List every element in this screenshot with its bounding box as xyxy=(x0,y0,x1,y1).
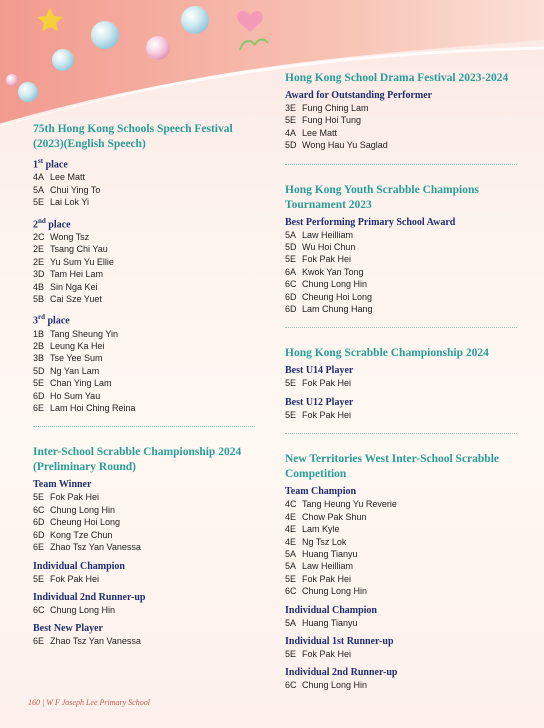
student-name: Lam Kyle xyxy=(302,524,340,535)
class-code: 2C xyxy=(33,231,45,242)
student-entry xyxy=(285,229,517,241)
student-name: Fok Pak Hei xyxy=(302,254,352,265)
class-code: 5E xyxy=(285,378,297,389)
class-code: 5E xyxy=(285,648,297,659)
bubble-icon xyxy=(146,36,170,60)
student-entry xyxy=(285,679,517,691)
student-name: Ng Tsz Lok xyxy=(302,536,347,547)
student-entry xyxy=(33,281,255,293)
class-code: 2B xyxy=(33,341,45,352)
student-entry xyxy=(285,377,517,389)
award-label: Best Performing Primary School Award xyxy=(285,216,456,228)
class-code: 5E xyxy=(285,115,297,126)
class-code: 5A xyxy=(33,184,45,195)
student-name: Kwok Yan Tong xyxy=(302,266,364,277)
section-title: 75th Hong Kong Schools Speech Festival (2023)(English Speech) xyxy=(33,123,233,150)
student-name: Law Heilliam xyxy=(302,561,354,572)
class-code: 6D xyxy=(285,291,297,302)
student-entry xyxy=(33,573,255,585)
student-entry xyxy=(285,139,517,151)
class-code: 1B xyxy=(33,328,45,339)
class-code: 6D xyxy=(33,517,45,528)
award-label: Individual 2nd Runner-up xyxy=(33,591,146,603)
student-name: Cheung Hoi Long xyxy=(302,291,373,302)
student-name: Huang Tianyu xyxy=(302,617,358,628)
student-name: Wong Hau Yu Saglad xyxy=(302,140,388,151)
student-name: Tang Sheung Yin xyxy=(50,328,119,339)
class-code: 5B xyxy=(33,293,45,304)
section-title: Inter-School Scrabble Championship 2024 (Preliminary Round) xyxy=(33,446,242,474)
student-entry xyxy=(33,256,255,268)
student-entry xyxy=(285,253,517,265)
student-entry xyxy=(285,241,517,253)
student-name: Fok Pak Hei xyxy=(50,492,100,503)
award-label: Individual Champion xyxy=(285,604,377,616)
class-code: 6D xyxy=(33,529,45,540)
bubble-icon xyxy=(181,6,209,34)
student-entry xyxy=(285,560,517,572)
class-code: 6A xyxy=(285,266,297,277)
award-label: Individual 1st Runner-up xyxy=(285,635,394,647)
section-title: Hong Kong Scrabble Championship 2024 xyxy=(285,347,489,360)
bubble-icon xyxy=(6,74,18,86)
student-entry xyxy=(33,402,255,414)
award-label: Team Champion xyxy=(285,486,357,498)
bubble-icon xyxy=(18,82,38,102)
class-code: 6C xyxy=(285,279,297,290)
class-code: 6C xyxy=(33,604,45,615)
class-code: 6E xyxy=(33,403,45,414)
student-entry xyxy=(33,635,255,647)
student-entry xyxy=(285,498,517,510)
class-code: 5E xyxy=(33,378,45,389)
class-code: 3B xyxy=(33,353,45,364)
student-name: Fok Pak Hei xyxy=(302,648,352,659)
page-footer: 160 | W F Joseph Lee Primary School xyxy=(28,698,150,707)
student-entry xyxy=(33,328,255,340)
student-name: Law Heilliam xyxy=(302,229,354,240)
student-name: Fok Pak Hei xyxy=(302,378,352,389)
student-entry xyxy=(33,377,255,389)
student-name: Tam Hei Lam xyxy=(50,269,104,280)
class-code: 5E xyxy=(33,197,45,208)
award-label: 1st place xyxy=(33,157,68,171)
class-code: 5E xyxy=(285,254,297,265)
student-entry xyxy=(285,648,517,660)
section-title: Hong Kong Youth Scrabble Champions Tournament 2023 xyxy=(285,183,479,211)
class-code: 5E xyxy=(33,573,45,584)
award-label: Best U14 Player xyxy=(285,365,354,377)
student-name: Sin Nga Kei xyxy=(50,281,98,292)
award-label: Individual 2nd Runner-up xyxy=(285,667,398,679)
student-name: Wong Tsz xyxy=(50,231,90,242)
student-entry xyxy=(285,303,517,315)
student-name: Tang Heung Yu Reverie xyxy=(302,499,397,510)
student-entry xyxy=(285,278,517,290)
student-name: Zhao Tsz Yan Vanessa xyxy=(50,542,141,553)
student-entry xyxy=(33,390,255,402)
student-entry xyxy=(33,268,255,280)
student-name: Fok Pak Hei xyxy=(302,573,352,584)
student-name: Tse Yee Sum xyxy=(50,353,103,364)
class-code: 5D xyxy=(33,365,45,376)
section-title: New Territories West Inter-School Scrabble Competition xyxy=(285,453,500,481)
student-entry xyxy=(33,604,255,616)
class-code: 5A xyxy=(285,617,297,628)
award-label: Best U12 Player xyxy=(285,396,354,408)
student-entry xyxy=(33,504,255,516)
class-code: 5D xyxy=(285,242,297,253)
student-name: Lee Matt xyxy=(302,127,338,138)
student-name: Chung Long Hin xyxy=(302,279,368,290)
student-entry xyxy=(33,293,255,305)
award-label: 3rd place xyxy=(33,313,70,327)
class-code: 5A xyxy=(285,229,297,240)
student-name: Lee Matt xyxy=(50,172,86,183)
class-code: 3D xyxy=(33,269,45,280)
bubble-icon xyxy=(52,49,74,71)
student-name: Huang Tianyu xyxy=(302,548,358,559)
left-column xyxy=(33,122,255,648)
student-entry xyxy=(285,617,517,629)
class-code: 4A xyxy=(33,172,45,183)
class-code: 6E xyxy=(33,636,45,647)
student-name: Wu Hoi Chun xyxy=(302,242,356,253)
award-label: Best New Player xyxy=(33,623,103,635)
student-entry xyxy=(33,541,255,553)
class-code: 6E xyxy=(33,542,45,553)
student-entry xyxy=(33,352,255,364)
class-code: 6C xyxy=(285,680,297,691)
class-code: 2E xyxy=(33,244,45,255)
student-entry xyxy=(33,491,255,503)
class-code: 2E xyxy=(33,256,45,267)
student-name: Fung Hoi Tung xyxy=(302,115,362,126)
student-entry xyxy=(285,511,517,523)
student-name: Chow Pak Shun xyxy=(302,511,367,522)
student-name: Ng Yan Lam xyxy=(50,365,100,376)
student-name: Ho Sum Yau xyxy=(50,390,101,401)
student-entry xyxy=(33,365,255,377)
class-code: 5D xyxy=(285,140,297,151)
student-name: Chan Ying Lam xyxy=(50,378,112,389)
student-name: Chung Long Hin xyxy=(302,586,368,597)
student-entry xyxy=(33,340,255,352)
class-code: 5A xyxy=(285,548,297,559)
student-name: Chung Long Hin xyxy=(50,504,116,515)
student-name: Lai Lok Yi xyxy=(50,197,90,208)
student-entry xyxy=(33,184,255,196)
student-entry xyxy=(33,196,255,208)
student-name: Fok Pak Hei xyxy=(50,573,100,584)
class-code: 5E xyxy=(33,492,45,503)
student-name: Chui Ying To xyxy=(50,184,101,195)
student-name: Cheung Hoi Long xyxy=(50,517,121,528)
student-entry xyxy=(285,536,517,548)
award-label: Team Winner xyxy=(33,479,92,491)
student-name: Chung Long Hin xyxy=(302,680,368,691)
student-entry xyxy=(285,409,517,421)
student-entry xyxy=(285,266,517,278)
student-entry xyxy=(285,585,517,597)
class-code: 5E xyxy=(285,409,297,420)
class-code: 4B xyxy=(33,281,45,292)
class-code: 4A xyxy=(285,127,297,138)
class-code: 5A xyxy=(285,561,297,572)
student-entry xyxy=(285,127,517,139)
student-name: Tsang Chi Yau xyxy=(50,244,108,255)
student-name: Kong Tze Chun xyxy=(50,529,113,540)
right-column xyxy=(285,71,517,692)
student-entry xyxy=(285,523,517,535)
student-entry xyxy=(33,231,255,243)
class-code: 4E xyxy=(285,511,297,522)
class-code: 5E xyxy=(285,573,297,584)
class-code: 3E xyxy=(285,103,297,113)
student-name: Yu Sum Yu Ellie xyxy=(50,256,114,267)
bubble-icon xyxy=(91,21,119,49)
student-entry xyxy=(33,171,255,183)
class-code: 4E xyxy=(285,536,297,547)
student-name: Lam Hoi Ching Reina xyxy=(50,403,136,414)
class-code: 4C xyxy=(285,499,297,510)
section-title: Hong Kong School Drama Festival 2023-2024 xyxy=(285,72,509,84)
student-entry xyxy=(285,548,517,560)
student-name: Zhao Tsz Yan Vanessa xyxy=(50,636,141,647)
student-name: Fok Pak Hei xyxy=(302,409,352,420)
student-entry xyxy=(33,529,255,541)
award-label: Individual Champion xyxy=(33,560,125,572)
class-code: 6D xyxy=(33,390,45,401)
student-name: Leung Ka Hei xyxy=(50,341,105,352)
class-code: 6C xyxy=(33,504,45,515)
student-entry xyxy=(285,291,517,303)
student-entry xyxy=(33,243,255,255)
class-code: 4E xyxy=(285,524,297,535)
student-name: Lam Chung Hang xyxy=(302,304,373,315)
student-entry xyxy=(285,114,517,126)
student-entry xyxy=(33,516,255,528)
student-name: Fung Ching Lam xyxy=(302,103,369,113)
student-name: Cai Sze Yuet xyxy=(50,293,102,304)
student-entry xyxy=(285,102,517,114)
student-name: Chung Long Hin xyxy=(50,604,116,615)
class-code: 6C xyxy=(285,586,297,597)
award-label: 2nd place xyxy=(33,216,71,230)
award-label: Award for Outstanding Performer xyxy=(285,90,433,101)
student-entry xyxy=(285,573,517,585)
class-code: 6D xyxy=(285,304,297,315)
